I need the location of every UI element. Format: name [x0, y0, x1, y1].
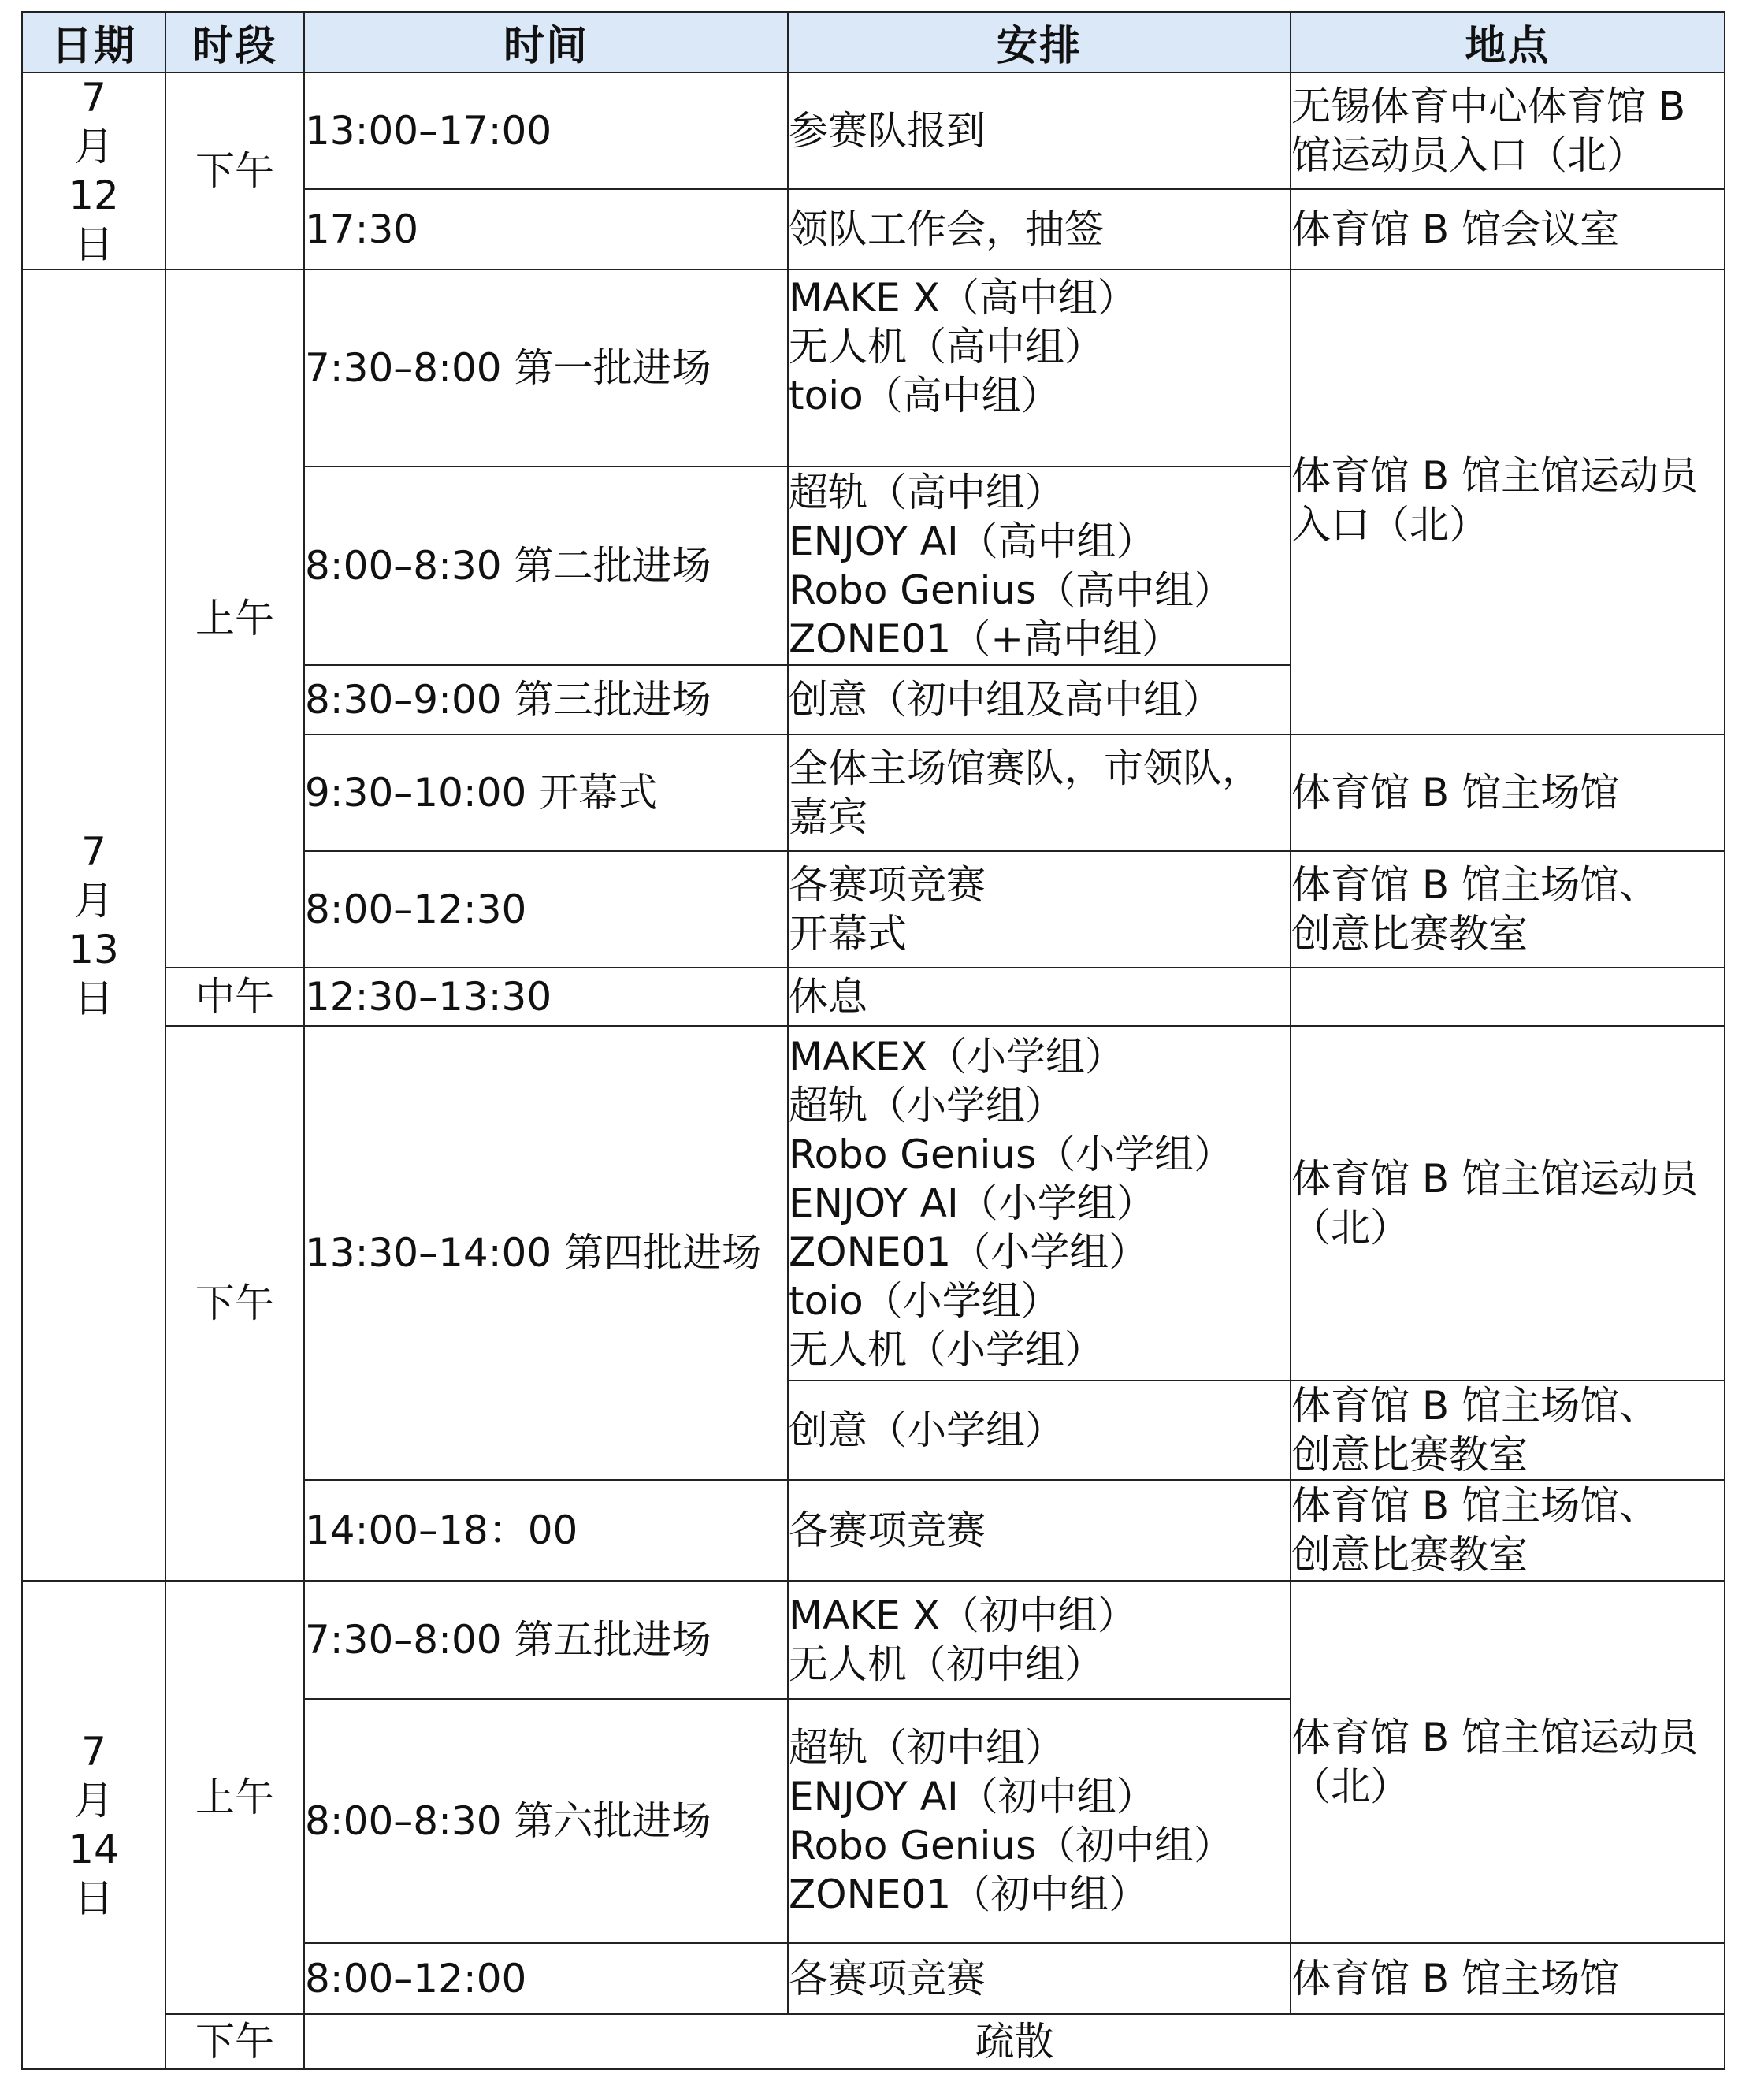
period-cell: 下午 [165, 72, 304, 269]
header-time: 时间 [304, 12, 788, 72]
arrangement-cell: 各赛项竞赛 [788, 1943, 1291, 2014]
table-row [22, 1581, 1725, 1699]
time-cell: 8:30–9:00 第三批进场 [304, 665, 788, 734]
arrangement-cell: 超轨（高中组） ENJOY AI（高中组） Robo Genius（高中组） ZONE01（+高中组） [788, 466, 1291, 665]
header-arrangement: 安排 [788, 12, 1291, 72]
period-cell: 中午 [165, 968, 304, 1026]
arrangement-cell: 全体主场馆赛队，市领队， 嘉宾 [788, 734, 1291, 851]
location-cell: 无锡体育中心体育馆 B 馆运动员入口（北） [1291, 72, 1725, 189]
header-location: 地点 [1291, 12, 1725, 72]
time-cell: 7:30–8:00 第五批进场 [304, 1581, 788, 1699]
arrangement-cell: 领队工作会，抽签 [788, 189, 1291, 269]
location-cell: 体育馆 B 馆主场馆 [1291, 734, 1725, 851]
time-cell: 8:00–12:00 [304, 1943, 788, 2014]
period-cell: 上午 [165, 269, 304, 968]
arrangement-cell: 创意（小学组） [788, 1381, 1291, 1480]
dismissal-cell: 疏散 [304, 2014, 1725, 2069]
time-cell: 8:00–12:30 [304, 851, 788, 968]
arrangement-cell: 各赛项竞赛 开幕式 [788, 851, 1291, 968]
location-cell: 体育馆 B 馆主场馆、 创意比赛教室 [1291, 1381, 1725, 1480]
time-cell: 12:30–13:30 [304, 968, 788, 1026]
location-cell: 体育馆 B 馆主馆运动员 入口（北） [1291, 269, 1725, 734]
period-cell: 下午 [165, 2014, 304, 2069]
arrangement-cell: MAKE X（高中组） 无人机（高中组） toio（高中组） [788, 269, 1291, 466]
arrangement-cell: 超轨（初中组） ENJOY AI（初中组） Robo Genius（初中组） ZONE01（初中组） [788, 1699, 1291, 1943]
arrangement-cell: 各赛项竞赛 [788, 1480, 1291, 1581]
arrangement-cell: 参赛队报到 [788, 72, 1291, 189]
table-row [22, 72, 1725, 189]
table-row [22, 1026, 1725, 1381]
header-date: 日期 [22, 12, 165, 72]
time-cell: 13:00–17:00 [304, 72, 788, 189]
arrangement-cell: MAKE X（初中组） 无人机（初中组） [788, 1581, 1291, 1699]
time-cell: 8:00–8:30 第六批进场 [304, 1699, 788, 1943]
period-cell: 上午 [165, 1581, 304, 2014]
date-cell: 7 月 13 日 [22, 269, 165, 1581]
arrangement-cell: 创意（初中组及高中组） [788, 665, 1291, 734]
time-cell: 14:00–18：00 [304, 1480, 788, 1581]
table-row [22, 269, 1725, 466]
location-cell: 体育馆 B 馆主场馆、 创意比赛教室 [1291, 851, 1725, 968]
location-cell [1291, 968, 1725, 1026]
date-cell: 7 月 14 日 [22, 1581, 165, 2069]
location-cell: 体育馆 B 馆主馆运动员 （北） [1291, 1026, 1725, 1381]
location-cell: 体育馆 B 馆会议室 [1291, 189, 1725, 269]
time-cell: 8:00–8:30 第二批进场 [304, 466, 788, 665]
location-cell: 体育馆 B 馆主场馆、 创意比赛教室 [1291, 1480, 1725, 1581]
location-cell: 体育馆 B 馆主馆运动员 （北） [1291, 1581, 1725, 1943]
period-cell: 下午 [165, 1026, 304, 1581]
date-cell: 7 月 12 日 [22, 72, 165, 269]
time-cell: 9:30–10:00 开幕式 [304, 734, 788, 851]
table-row [22, 968, 1725, 1026]
time-cell: 13:30–14:00 第四批进场 [304, 1026, 788, 1480]
header-period: 时段 [165, 12, 304, 72]
arrangement-cell: MAKEX（小学组） 超轨（小学组） Robo Genius（小学组） ENJOY AI（小学组） ZONE01（小学组） toio（小学组） 无人机（小学组） [788, 1026, 1291, 1381]
schedule-table [21, 11, 1725, 2070]
header-row [22, 12, 1725, 72]
location-cell: 体育馆 B 馆主场馆 [1291, 1943, 1725, 2014]
table-row [22, 2014, 1725, 2069]
arrangement-cell: 休息 [788, 968, 1291, 1026]
time-cell: 7:30–8:00 第一批进场 [304, 269, 788, 466]
time-cell: 17:30 [304, 189, 788, 269]
